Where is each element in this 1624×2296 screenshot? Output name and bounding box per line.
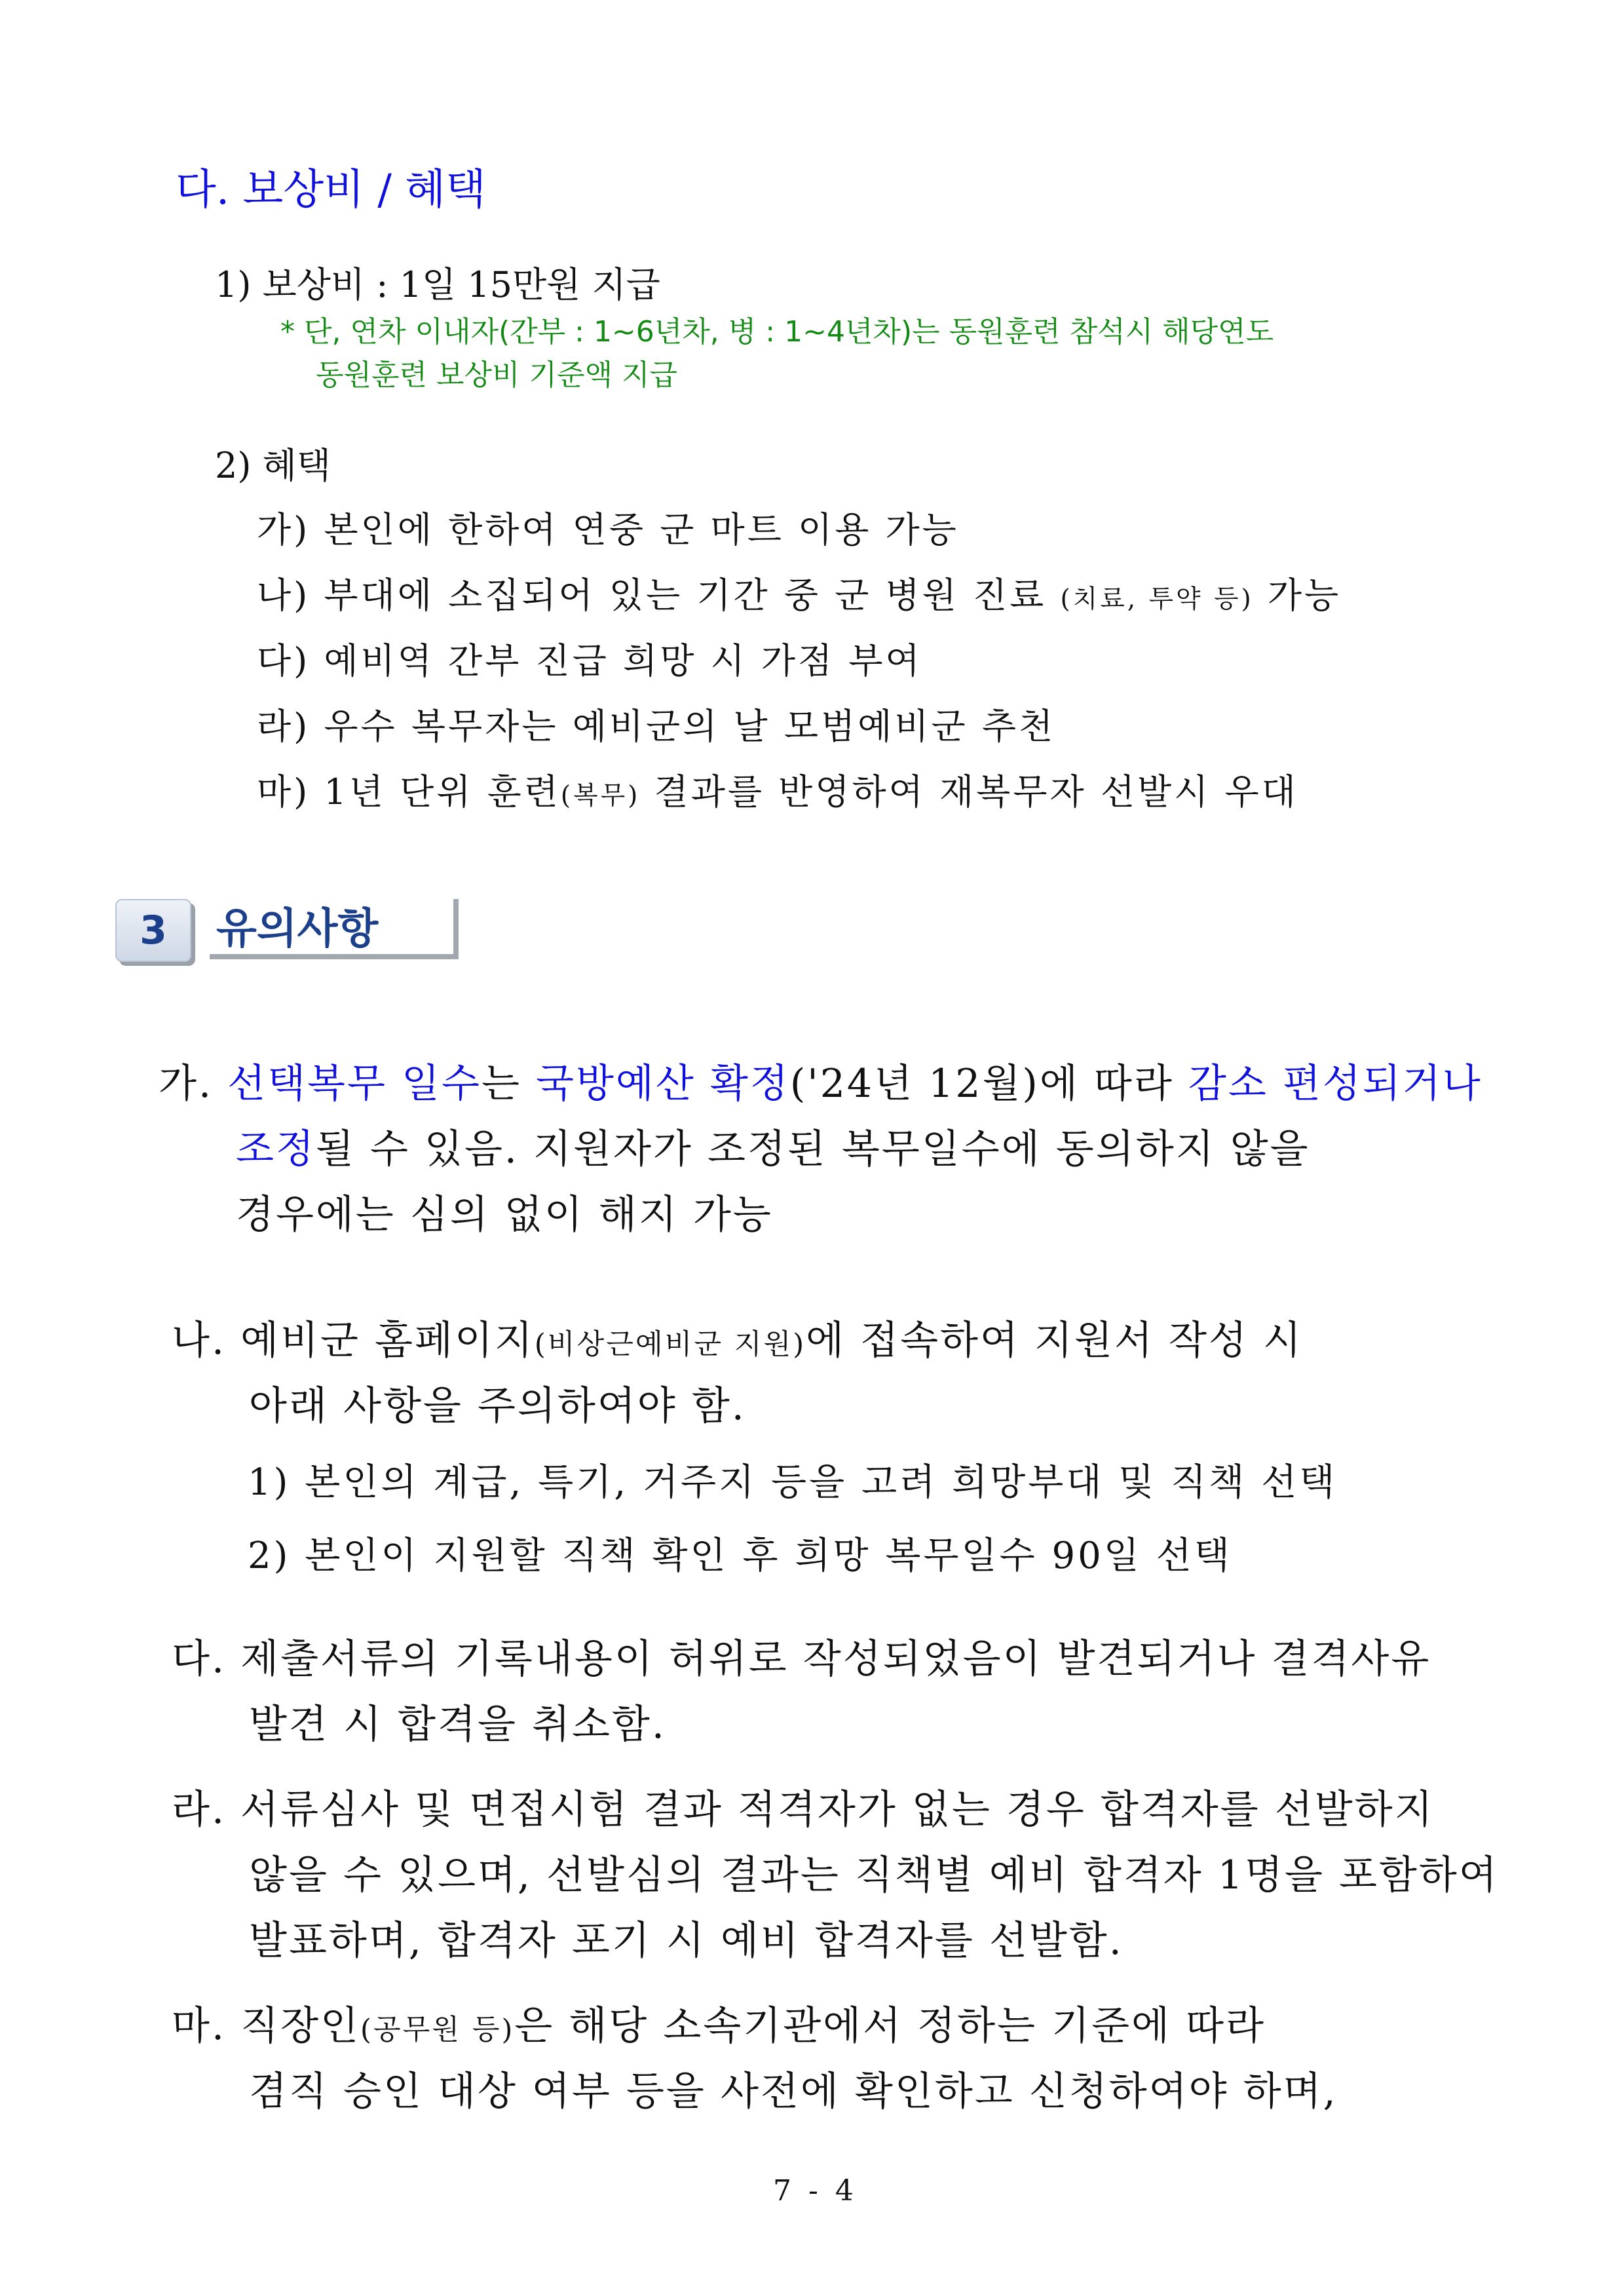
- notice-da-line-1: 다. 제출서류의 기록내용이 허위로 작성되었음이 발견되거나 결격사유: [172, 1636, 1431, 1682]
- compensation-item: 1) 보상비 : 1일 15만원 지급: [215, 264, 660, 305]
- page-number: 7 - 4: [773, 2174, 858, 2208]
- notice-ga-line-3: 경우에는 심의 없이 해지 가능: [236, 1192, 773, 1238]
- benefit-item-2: [257, 567, 1341, 618]
- benefit-item-4: 라) 우수 복무자는 예비군의 날 모범예비군 추천: [257, 706, 1056, 747]
- notice-na-line-1: [172, 1309, 1303, 1366]
- notice-ma-line-2: 겸직 승인 대상 여부 등을 사전에 확인하고 신청하여야 하며,: [249, 2069, 1338, 2114]
- benefit-item-5-small: (복무): [560, 781, 641, 811]
- section-heading: [115, 899, 469, 971]
- notice-ga-highlight-1: 선택복무 일수: [227, 1061, 482, 1107]
- compensation-note-line-1: * 단, 연차 이내자(간부 : 1~6년차, 병 : 1~4년차)는 동원훈련 참석시 해당연도: [280, 315, 1274, 349]
- notice-ra-line-1: 라. 서류심사 및 면접시험 결과 적격자가 없는 경우 합격자를 선발하지: [172, 1787, 1435, 1833]
- section-heading-title: 유의사항: [210, 899, 459, 959]
- benefit-item-5-tail: 결과를 반영하여 재복무자 선발시 우대: [640, 771, 1298, 813]
- benefit-item-2-main: 나) 부대에 소집되어 있는 기간 중 군 병원 진료: [257, 575, 1061, 616]
- benefit-item-2-tail: 가능: [1253, 575, 1342, 616]
- notice-ra-line-2: 않을 수 있으며, 선발심의 결과는 직책별 예비 합격자 1명을 포함하여: [249, 1852, 1499, 1898]
- section-number-badge: 3: [115, 899, 191, 962]
- benefit-item-2-small: (치료, 투약 등): [1060, 584, 1254, 614]
- benefit-item-1: 가) 본인에 한하여 연중 군 마트 이용 가능: [257, 509, 959, 550]
- notice-ga-line-1: [159, 1052, 1482, 1109]
- notice-ga-highlight-2: 국방예산 확정: [536, 1061, 790, 1107]
- notice-na-sub-1: 1) 본인의 계급, 특기, 거주지 등을 고려 희망부대 및 직책 선택: [248, 1461, 1338, 1504]
- benefit-item-3: 다) 예비역 간부 진급 희망 시 가점 부여: [257, 640, 922, 681]
- notice-ma-text-2: 은 해당 소속기관에서 정하는 기준에 따라: [514, 2003, 1266, 2049]
- notice-ma-text-1: 마. 직장인: [172, 2003, 360, 2049]
- notice-ga-prefix: 가.: [159, 1061, 228, 1107]
- notice-ga-line-2: [236, 1118, 1310, 1174]
- notice-ga-text-1: 는: [481, 1061, 536, 1107]
- compensation-note-line-2: 동원훈련 보상비 기준액 지급: [316, 358, 678, 392]
- benefits-item: 2) 혜택: [215, 445, 331, 486]
- notice-ga-text-2: ('24년 12월)에 따라: [789, 1061, 1188, 1107]
- notice-ma-small: (공무원 등): [360, 2014, 515, 2046]
- notice-ga-highlight-4: 조정: [236, 1126, 316, 1172]
- notice-ma-line-1: [172, 1995, 1266, 2051]
- notice-na-text-1: 나. 예비군 홈페이지: [172, 1318, 535, 1364]
- notice-na-line-2: 아래 사항을 주의하여야 함.: [249, 1383, 746, 1429]
- benefit-item-5: [257, 764, 1298, 814]
- notice-ra-line-3: 발표하며, 합격자 포기 시 예비 합격자를 선발함.: [249, 1918, 1124, 1964]
- notice-ga-text-3: 될 수 있음. 지원자가 조정된 복무일수에 동의하지 않을: [315, 1126, 1310, 1172]
- notice-na-sub-2: 2) 본인이 지원할 직책 확인 후 희망 복무일수 90일 선택: [248, 1535, 1232, 1577]
- section-title-compensation: 다. 보상비 / 혜택: [176, 166, 486, 214]
- notice-na-text-2: 에 접속하여 지원서 작성 시: [806, 1318, 1303, 1364]
- notice-da-line-2: 발견 시 합격을 취소함.: [249, 1702, 666, 1748]
- benefit-item-5-main: 마) 1년 단위 훈련: [257, 771, 561, 813]
- notice-na-small: (비상근예비군 지원): [534, 1328, 806, 1361]
- notice-ga-highlight-3: 감소 편성되거나: [1188, 1061, 1482, 1107]
